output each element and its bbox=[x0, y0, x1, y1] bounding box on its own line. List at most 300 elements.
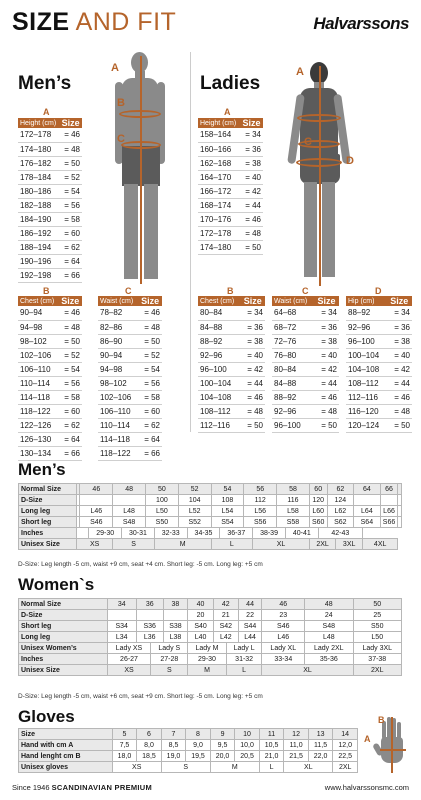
row-label: Unisex Size bbox=[19, 539, 77, 550]
row-label: Unisex Women’s bbox=[19, 643, 108, 654]
grid-cell: Lady 2XL bbox=[305, 643, 353, 654]
ladies-figure-label-d: D bbox=[346, 155, 354, 167]
measure-cell: 192–198 bbox=[18, 268, 59, 282]
size-row bbox=[346, 362, 412, 376]
grid-cell: 9,0 bbox=[186, 740, 211, 751]
grid-cell: 4XL bbox=[362, 539, 397, 550]
size-row bbox=[198, 376, 265, 390]
grid-row bbox=[19, 528, 402, 539]
size-cell: = 50 bbox=[138, 334, 162, 348]
measure-cell: 94–98 bbox=[18, 320, 59, 334]
size-row bbox=[272, 404, 339, 418]
size-row bbox=[272, 376, 339, 390]
grid-cell: L42 bbox=[213, 632, 238, 643]
row-label: Long leg bbox=[19, 632, 108, 643]
grid-cell: XL bbox=[284, 762, 333, 773]
grid-cell: S40 bbox=[188, 621, 214, 632]
hand-label-a: A bbox=[364, 734, 371, 744]
gloves-size-grid bbox=[18, 728, 358, 773]
figure-label-c: C bbox=[117, 133, 125, 145]
size-cell: = 46 bbox=[241, 390, 265, 404]
size-row bbox=[346, 320, 412, 334]
size-row bbox=[198, 142, 263, 156]
size-cell: = 66 bbox=[138, 446, 162, 460]
figure-label-b: B bbox=[117, 97, 125, 109]
header-cell: 11 bbox=[259, 729, 284, 740]
grid-cell: Lady L bbox=[226, 643, 262, 654]
size-row bbox=[198, 334, 265, 348]
grid-cell: 8,0 bbox=[137, 740, 162, 751]
ladies-height-letter: A bbox=[224, 107, 231, 117]
row-label: Hand lenght cm B bbox=[19, 751, 113, 762]
grid-cell: 2XL bbox=[353, 665, 402, 676]
grid-cell: 21,5 bbox=[284, 751, 309, 762]
size-row bbox=[198, 156, 263, 170]
ladies-waist-table: Waist (cm) Size 64–68 = 34 68–72 = 36 72–76 = 38 76–80 = 40 80–84 = 42 84–88 = 44 88–92 = 46 92–96 = 48 96–100 = 50 bbox=[272, 296, 339, 433]
measure-cell: 118–122 bbox=[18, 404, 59, 418]
measure-cell: 84–88 bbox=[198, 320, 241, 334]
row-label: D-Size bbox=[19, 610, 108, 621]
grid-cell: L34 bbox=[107, 632, 136, 643]
row-label: D-Size bbox=[19, 495, 77, 506]
grid-cell: 33-34 bbox=[262, 654, 305, 665]
grid-cell: 35-36 bbox=[305, 654, 353, 665]
men-size-grid bbox=[18, 483, 402, 550]
row-label: Inches bbox=[19, 528, 77, 539]
grid-row bbox=[19, 517, 402, 528]
size-row bbox=[198, 362, 265, 376]
grid-cell: 29-30 bbox=[188, 654, 227, 665]
size-cell: = 62 bbox=[59, 240, 82, 254]
grid-cell: 31-32 bbox=[226, 654, 262, 665]
grid-cell: 46 bbox=[80, 484, 113, 495]
measure-cell: 102–106 bbox=[98, 390, 138, 404]
grid-cell: 30-31 bbox=[122, 528, 155, 539]
grid-cell: 12,0 bbox=[333, 740, 358, 751]
men-grid-heading: Men’s bbox=[18, 460, 66, 479]
size-cell: = 38 bbox=[314, 334, 339, 348]
size-cell: = 42 bbox=[387, 362, 412, 376]
size-row bbox=[198, 184, 263, 198]
figure-label-a: A bbox=[111, 62, 119, 74]
size-cell: = 50 bbox=[314, 418, 339, 432]
grid-cell: Lady XS bbox=[107, 643, 151, 654]
size-row bbox=[98, 348, 162, 362]
grid-cell: 108 bbox=[211, 495, 244, 506]
size-row bbox=[346, 348, 412, 362]
women-grid-heading: Women`s bbox=[18, 575, 95, 594]
size-cell: = 36 bbox=[240, 142, 263, 156]
grid-cell: 19,0 bbox=[161, 751, 186, 762]
size-row bbox=[18, 418, 82, 432]
grid-cell: L54 bbox=[211, 506, 244, 517]
size-cell: = 42 bbox=[241, 362, 265, 376]
grid-cell: 20,0 bbox=[210, 751, 235, 762]
header-cell: 5 bbox=[112, 729, 137, 740]
grid-cell: L64 bbox=[354, 506, 381, 517]
grid-cell: 60 bbox=[309, 484, 327, 495]
grid-cell: 2XL bbox=[333, 762, 358, 773]
grid-row bbox=[19, 599, 402, 610]
grid-cell: L50 bbox=[146, 506, 179, 517]
measure-cell: 106–110 bbox=[18, 362, 59, 376]
grid-cell: 42-43 bbox=[318, 528, 362, 539]
row-label: Normal Size bbox=[19, 484, 77, 495]
men-height-letter: A bbox=[43, 107, 50, 117]
measure-cell: 102–106 bbox=[18, 348, 59, 362]
size-cell: = 34 bbox=[240, 128, 263, 142]
size-cell: = 52 bbox=[59, 170, 82, 184]
size-row bbox=[198, 198, 263, 212]
size-row bbox=[18, 320, 82, 334]
grid-cell: 8,5 bbox=[161, 740, 186, 751]
size-cell: = 44 bbox=[240, 198, 263, 212]
size-row bbox=[198, 128, 263, 142]
measure-cell: 88–92 bbox=[198, 334, 241, 348]
grid-cell: 58 bbox=[277, 484, 310, 495]
grid-cell: M bbox=[154, 539, 211, 550]
grid-cell: 21 bbox=[213, 610, 238, 621]
grid-cell: 11,0 bbox=[284, 740, 309, 751]
grid-cell: L36 bbox=[136, 632, 163, 643]
grid-cell: L46 bbox=[80, 506, 113, 517]
measure-cell: 106–110 bbox=[98, 404, 138, 418]
measure-cell: 114–118 bbox=[98, 432, 138, 446]
grid-cell: L40 bbox=[188, 632, 214, 643]
size-row bbox=[18, 142, 82, 156]
size-cell: = 40 bbox=[240, 170, 263, 184]
grid-cell bbox=[107, 610, 136, 621]
grid-row bbox=[19, 751, 358, 762]
measure-cell: 180–186 bbox=[18, 184, 59, 198]
measure-cell: 110–114 bbox=[18, 376, 59, 390]
size-cell: = 34 bbox=[241, 306, 265, 320]
size-row bbox=[272, 320, 339, 334]
measure-cell: 94–98 bbox=[98, 362, 138, 376]
women-size-grid bbox=[18, 598, 402, 676]
size-cell: = 46 bbox=[138, 306, 162, 320]
size-cell: = 46 bbox=[387, 390, 412, 404]
measure-cell: 188–194 bbox=[18, 240, 59, 254]
brand-logo: Halvarssons bbox=[313, 14, 409, 33]
size-row bbox=[98, 362, 162, 376]
grid-cell: Lady XL bbox=[262, 643, 305, 654]
measure-cell: 82–86 bbox=[98, 320, 138, 334]
size-row bbox=[272, 390, 339, 404]
size-cell: = 54 bbox=[59, 362, 82, 376]
grid-cell: 64 bbox=[354, 484, 381, 495]
size-row bbox=[18, 156, 82, 170]
grid-cell: 62 bbox=[327, 484, 354, 495]
grid-cell: 124 bbox=[327, 495, 354, 506]
ladies-figure-label-c: C bbox=[304, 136, 312, 148]
measure-cell: 100–104 bbox=[346, 348, 387, 362]
grid-cell: 40-41 bbox=[285, 528, 318, 539]
size-row bbox=[18, 184, 82, 198]
grid-row bbox=[19, 740, 358, 751]
size-cell: = 42 bbox=[314, 362, 339, 376]
size-cell: = 58 bbox=[138, 390, 162, 404]
measure-cell: 112–116 bbox=[346, 390, 387, 404]
grid-cell: 54 bbox=[211, 484, 244, 495]
size-row bbox=[198, 170, 263, 184]
grid-cell: 50 bbox=[146, 484, 179, 495]
grid-cell: L bbox=[226, 665, 262, 676]
grid-cell: 104 bbox=[178, 495, 211, 506]
grid-cell: 40 bbox=[188, 599, 214, 610]
grid-cell: 27-28 bbox=[151, 654, 188, 665]
measure-cell: 186–192 bbox=[18, 226, 59, 240]
grid-cell: 112 bbox=[244, 495, 277, 506]
measure-cell: 174–180 bbox=[18, 142, 59, 156]
grid-cell: 34 bbox=[107, 599, 136, 610]
grid-cell: 22 bbox=[238, 610, 262, 621]
size-row bbox=[18, 432, 82, 446]
size-row bbox=[198, 390, 265, 404]
size-cell: = 50 bbox=[240, 240, 263, 254]
size-row bbox=[346, 306, 412, 320]
size-cell: = 34 bbox=[387, 306, 412, 320]
grid-cell: S bbox=[151, 665, 188, 676]
size-row bbox=[198, 320, 265, 334]
grid-cell: 36 bbox=[136, 599, 163, 610]
row-label: Short leg bbox=[19, 621, 108, 632]
grid-cell: S46 bbox=[262, 621, 305, 632]
grid-cell bbox=[136, 610, 163, 621]
measure-cell: 126–130 bbox=[18, 432, 59, 446]
grid-cell: S46 bbox=[80, 517, 113, 528]
measure-cell: 168–174 bbox=[198, 198, 240, 212]
size-row bbox=[98, 306, 162, 320]
size-row bbox=[18, 446, 82, 460]
size-row bbox=[18, 268, 82, 282]
grid-cell: L60 bbox=[309, 506, 327, 517]
grid-cell: XS bbox=[107, 665, 151, 676]
measure-cell: 122–126 bbox=[18, 418, 59, 432]
size-cell: = 60 bbox=[138, 404, 162, 418]
ladies-chest-table: Chest (cm) Size 80–84 = 34 84–88 = 36 88–92 = 38 92–96 = 40 96–100 = 42 100–104 = 44 104–108 = 46 108–112 = 48 112–116 = 50 bbox=[198, 296, 265, 433]
size-cell: = 62 bbox=[138, 418, 162, 432]
grid-row bbox=[19, 729, 358, 740]
size-row bbox=[18, 376, 82, 390]
grid-cell: S64 bbox=[354, 517, 381, 528]
grid-cell: 22,5 bbox=[333, 751, 358, 762]
ladies-hip-letter: D bbox=[375, 286, 382, 296]
grid-cell: Lady S bbox=[151, 643, 188, 654]
grid-cell: 18,0 bbox=[112, 751, 137, 762]
size-cell: = 58 bbox=[59, 212, 82, 226]
grid-cell: 3XL bbox=[336, 539, 363, 550]
size-cell: = 50 bbox=[59, 334, 82, 348]
size-cell: = 42 bbox=[240, 184, 263, 198]
grid-cell: S52 bbox=[178, 517, 211, 528]
measure-cell: 130–134 bbox=[18, 446, 59, 460]
grid-cell: 11,5 bbox=[308, 740, 333, 751]
size-row bbox=[198, 404, 265, 418]
size-cell: = 66 bbox=[59, 268, 82, 282]
size-cell: = 44 bbox=[241, 376, 265, 390]
grid-cell: S66 bbox=[380, 517, 398, 528]
measure-cell: 80–84 bbox=[272, 362, 314, 376]
measure-cell: 164–170 bbox=[198, 170, 240, 184]
size-row bbox=[18, 306, 82, 320]
size-cell: = 54 bbox=[59, 184, 82, 198]
size-row bbox=[98, 432, 162, 446]
grid-cell: 48 bbox=[113, 484, 146, 495]
grid-cell: 48 bbox=[305, 599, 353, 610]
grid-row bbox=[19, 484, 402, 495]
measure-cell: 96–100 bbox=[198, 362, 241, 376]
measure-cell: 174–180 bbox=[198, 240, 240, 254]
grid-cell: S48 bbox=[305, 621, 353, 632]
grid-cell: 26-27 bbox=[107, 654, 151, 665]
grid-cell bbox=[80, 495, 113, 506]
size-row bbox=[18, 170, 82, 184]
size-cell: = 48 bbox=[59, 142, 82, 156]
header-cell: 6 bbox=[137, 729, 162, 740]
measure-cell: 172–178 bbox=[198, 226, 240, 240]
row-label: Hand with cm A bbox=[19, 740, 113, 751]
grid-cell: S36 bbox=[136, 621, 163, 632]
size-cell: = 60 bbox=[59, 226, 82, 240]
column-divider bbox=[190, 52, 191, 432]
size-cell: = 48 bbox=[387, 404, 412, 418]
grid-cell: 18,5 bbox=[137, 751, 162, 762]
size-cell: = 58 bbox=[59, 390, 82, 404]
measure-cell: 98–102 bbox=[98, 376, 138, 390]
measure-cell: 108–112 bbox=[198, 404, 241, 418]
row-label: Short leg bbox=[19, 517, 77, 528]
grid-cell: 22,0 bbox=[308, 751, 333, 762]
size-row bbox=[18, 404, 82, 418]
measure-cell: 98–102 bbox=[18, 334, 59, 348]
hand-label-b: B bbox=[378, 715, 385, 725]
gloves-heading: Gloves bbox=[18, 707, 75, 726]
row-label: Unisex gloves bbox=[19, 762, 113, 773]
size-row bbox=[18, 212, 82, 226]
size-cell: = 38 bbox=[240, 156, 263, 170]
measure-cell: 92–96 bbox=[346, 320, 387, 334]
size-cell: = 36 bbox=[241, 320, 265, 334]
grid-cell: 52 bbox=[178, 484, 211, 495]
grid-cell: M bbox=[188, 665, 227, 676]
size-row bbox=[98, 376, 162, 390]
size-row bbox=[198, 226, 263, 240]
grid-row bbox=[19, 610, 402, 621]
men-waist-table: Waist (cm) Size 78–82 = 46 82–86 = 48 86–90 = 50 90–94 = 52 94–98 = 54 98–102 = 56 102–106 = 58 106–110 = 60 110–114 = 62 114–118 = 64 118–122 = 66 bbox=[98, 296, 162, 461]
size-cell: = 40 bbox=[387, 348, 412, 362]
grid-cell: 38-39 bbox=[253, 528, 286, 539]
grid-cell: S50 bbox=[146, 517, 179, 528]
grid-cell: 10,5 bbox=[259, 740, 284, 751]
size-row bbox=[18, 226, 82, 240]
size-cell: = 50 bbox=[387, 418, 412, 432]
grid-cell: S62 bbox=[327, 517, 354, 528]
grid-row bbox=[19, 539, 402, 550]
size-cell: = 34 bbox=[314, 306, 339, 320]
measure-cell: 96–100 bbox=[272, 418, 314, 432]
ladies-chest-letter: B bbox=[227, 286, 234, 296]
ladies-height-table: Height (cm) Size 158–164 = 34 160–166 = 36 162–168 = 38 164–170 = 40 166–172 = 42 168–174 = 44 170–176 = 46 172–178 = 48 174–180 = 50 bbox=[198, 118, 263, 255]
grid-cell: Lady 3XL bbox=[353, 643, 402, 654]
grid-cell: XS bbox=[77, 539, 113, 550]
grid-row bbox=[19, 665, 402, 676]
grid-cell: 2XL bbox=[309, 539, 336, 550]
size-cell: = 38 bbox=[387, 334, 412, 348]
measure-cell: 104–108 bbox=[346, 362, 387, 376]
grid-cell: 21,0 bbox=[259, 751, 284, 762]
header-cell: 9 bbox=[210, 729, 235, 740]
grid-cell: XL bbox=[253, 539, 310, 550]
grid-cell bbox=[354, 495, 381, 506]
size-cell: = 46 bbox=[240, 212, 263, 226]
measure-cell: 88–92 bbox=[272, 390, 314, 404]
size-row bbox=[346, 376, 412, 390]
grid-cell: L62 bbox=[327, 506, 354, 517]
male-figure bbox=[102, 48, 180, 298]
size-cell: = 38 bbox=[241, 334, 265, 348]
size-cell: = 44 bbox=[387, 376, 412, 390]
size-row bbox=[18, 240, 82, 254]
ladies-hip-table: Hip (cm) Size 88–92 = 34 92–96 = 36 96–100 = 38 100–104 = 40 104–108 = 42 108–112 = 44 112–116 = 46 116–120 = 48 120–124 = 50 bbox=[346, 296, 412, 433]
size-cell: = 64 bbox=[138, 432, 162, 446]
size-cell: = 48 bbox=[241, 404, 265, 418]
size-row bbox=[18, 348, 82, 362]
measure-cell: 118–122 bbox=[98, 446, 138, 460]
grid-cell: L bbox=[259, 762, 284, 773]
grid-cell: 29-30 bbox=[89, 528, 122, 539]
grid-cell: L44 bbox=[238, 632, 262, 643]
grid-cell: 20,5 bbox=[235, 751, 260, 762]
grid-cell: S58 bbox=[277, 517, 310, 528]
grid-cell: 50 bbox=[353, 599, 402, 610]
size-cell: = 48 bbox=[138, 320, 162, 334]
row-label: Long leg bbox=[19, 506, 77, 517]
measure-cell: 92–96 bbox=[272, 404, 314, 418]
measure-cell: 162–168 bbox=[198, 156, 240, 170]
men-grid-note: D-Size: Leg length -5 cm, waist +9 cm, seat +4 cm. Short leg: -5 cm. Long leg: +5 cm bbox=[18, 561, 263, 568]
grid-cell: S48 bbox=[113, 517, 146, 528]
grid-cell: Lady M bbox=[188, 643, 227, 654]
size-row bbox=[18, 334, 82, 348]
grid-cell: L58 bbox=[277, 506, 310, 517]
size-cell: = 60 bbox=[59, 404, 82, 418]
size-row bbox=[18, 198, 82, 212]
measure-cell: 176–182 bbox=[18, 156, 59, 170]
grid-cell: S56 bbox=[244, 517, 277, 528]
grid-cell: 120 bbox=[309, 495, 327, 506]
grid-cell: S54 bbox=[211, 517, 244, 528]
grid-cell: S44 bbox=[238, 621, 262, 632]
grid-cell: 23 bbox=[262, 610, 305, 621]
size-cell: = 46 bbox=[59, 128, 82, 142]
grid-cell: L52 bbox=[178, 506, 211, 517]
size-cell: = 36 bbox=[387, 320, 412, 334]
grid-cell bbox=[113, 495, 146, 506]
grid-cell: XL bbox=[262, 665, 353, 676]
footer-url[interactable]: www.halvarssonsmc.com bbox=[324, 783, 409, 792]
grid-row bbox=[19, 506, 402, 517]
footer-tagline: SCANDINAVIAN PREMIUM bbox=[51, 783, 153, 792]
size-row bbox=[98, 446, 162, 460]
measure-cell: 90–94 bbox=[98, 348, 138, 362]
size-cell: = 64 bbox=[59, 254, 82, 268]
grid-cell: 56 bbox=[244, 484, 277, 495]
grid-cell: XS bbox=[112, 762, 161, 773]
measure-cell: 172–178 bbox=[18, 128, 59, 142]
size-cell: = 62 bbox=[59, 418, 82, 432]
size-row bbox=[18, 362, 82, 376]
